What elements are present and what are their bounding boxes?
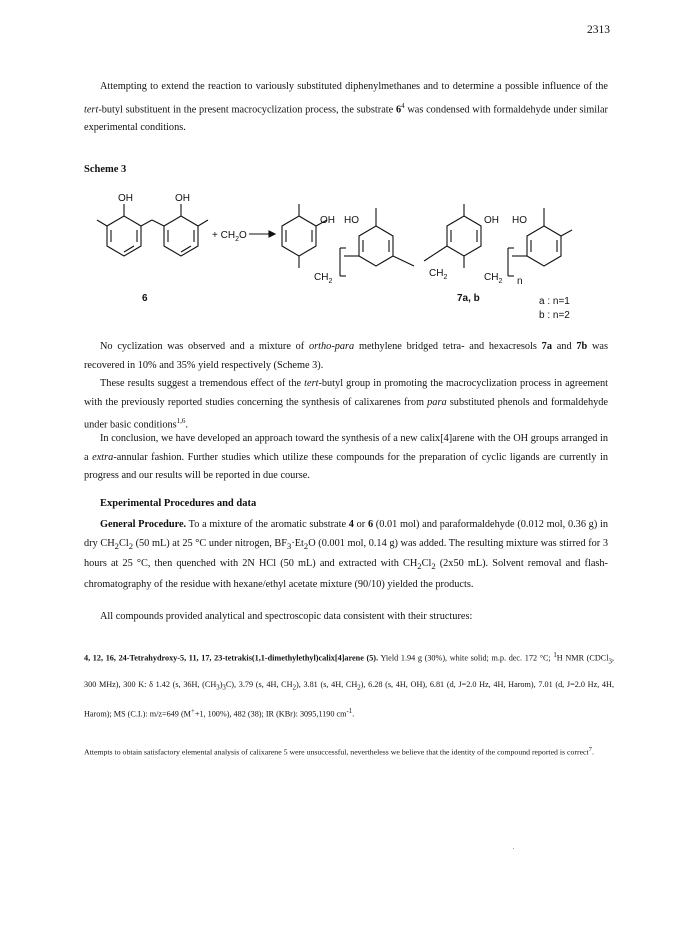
intro-text-c: was condensed with formaldehyde under similar experimental conditions.	[84, 103, 608, 134]
intro-text-a: Attempting to extend the reaction to variously substituted diphenylmethanes and to determine a possible influence of the	[100, 81, 608, 92]
intro-text-b: -butyl substituent in the present macrocyclization process, the substrate	[98, 103, 396, 115]
experimental-heading: Experimental Procedures and data	[100, 498, 257, 509]
ch2-bridge-1: $CH_2$	[314, 272, 333, 285]
general-procedure: General Procedure. To a mixture of the aromatic substrate 4 or 6 (0.01 mol) and paraformaldehyde (0.012 mol, 0.36 g) in dry $CH_2Cl_2$ (50 mL) at 25 °C under nitrogen, $BF_3\cdot Et_2O$ (0.001 mol, 0.14 g) was added. The resulting mixture was stirred for 3 hours at 25 °C, then quenched with 2N HCl (50 mL) and extracted with $CH_2Cl_2$ (2x50 mL). Solvent removal and flash-chromatography of the residue with hexane/ethyl acetate mixture (90/10) yielded the products.	[84, 519, 608, 590]
label-oh-1: OH	[118, 193, 133, 204]
ring-7-b	[359, 226, 393, 266]
citation-ref: 4	[401, 101, 405, 110]
ring-7-d	[527, 226, 561, 266]
page-number: 2313	[587, 24, 610, 36]
all-compounds-line: All compounds provided analytical and spectroscopic data consistent with their structures:	[100, 611, 473, 622]
conclusion-paragraph: In conclusion, we have developed an approach toward the synthesis of a new calix[4]arene with the OH groups arranged in a extra-annular fashion. Further studies which utilize these compounds for the preparation of cyclic ligands are currently in progress and our results will be reported in due course.	[84, 433, 608, 481]
compound-5-note: Attempts to obtain satisfactory elemental analysis of calixarene 5 were unsuccessful, nevertheless we believe that the identity of the compound reported is correct$^7$.	[84, 746, 594, 757]
result-paragraph: No cyclization was observed and a mixture of ortho-para methylene bridged tetra- and hexacresols 7a and 7b was recovered in 10% and 35% yield respectively (Scheme 3).	[84, 341, 608, 371]
reagent-label: + $CH_2O$	[212, 230, 247, 243]
ring-6-left	[107, 216, 141, 256]
label-oh-4: OH	[484, 215, 499, 226]
compound-5-data: 4, 12, 16, 24-Tetrahydroxy-5, 11, 17, 23-tetrakis(1,1-dimethylethyl)calix[4]arene (5). Yield 1.94 g (30%), white solid; m.p. dec. 172 °C; $^1$H NMR (CDCl$_3$, 300 MHz), 300 K: δ 1.42 (s, 36H, $(CH_3)_3C$), 3.79 (s, 4H, $CH_2$), 3.81 (s, 4H, $CH_2$), 6.28 (s, 4H, OH), 6.81 (d, J=2.0 Hz, 4H, Harom), 7.01 (d, J=2.0 Hz, 4H, Harom); MS (C.I.): m/z=649 (M++1, 100%), 482 (38); IR (KBr): 3095,1190 $cm^{-1}$.	[84, 652, 614, 719]
legend-a: a : n=1	[539, 296, 570, 307]
intro-italic: tert	[84, 103, 99, 115]
compound-6-label: 6	[142, 293, 148, 304]
legend-b: b : n=2	[539, 310, 570, 321]
methyl-left	[97, 220, 107, 226]
compound-7-label: 7a, b	[457, 293, 480, 304]
page-speck	[513, 848, 514, 849]
compound-ref: 6	[395, 103, 402, 115]
label-ho-1: HO	[344, 215, 359, 226]
ch2-bridge-3: $CH_2$	[484, 272, 503, 285]
scheme-3-diagram	[84, 186, 614, 328]
discussion-paragraph: These results suggest a tremendous effect of the tert-butyl group in promoting the macrocyclization process in agreement with the previously reported studies concerning the synthesis of calixarenes from para substituted phenols and formaldehyde under basic conditions$^{1,6}$.	[84, 378, 609, 431]
ring-7-c	[447, 216, 481, 256]
label-oh-3: OH	[320, 215, 335, 226]
ring-6-right	[164, 216, 198, 256]
ch2-bridge-2: $CH_2$	[429, 268, 448, 281]
label-ho-2: HO	[512, 215, 527, 226]
intro-paragraph	[84, 78, 608, 138]
ring-7-a	[282, 216, 316, 256]
label-oh-2: OH	[175, 193, 190, 204]
repeat-n: n	[517, 276, 523, 287]
scheme-title: Scheme 3	[84, 164, 127, 175]
